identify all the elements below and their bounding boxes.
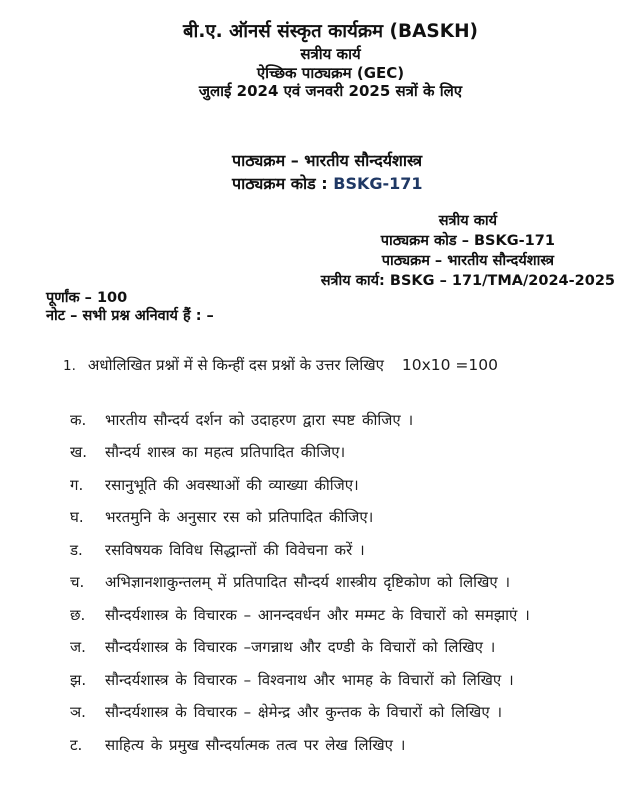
question-items-list — [70, 410, 643, 756]
document-header — [18, 0, 643, 101]
item-marker: झ. — [70, 670, 87, 689]
item-marker: ज. — [70, 638, 86, 656]
marks-note-block — [46, 289, 643, 325]
list-item — [70, 572, 643, 593]
course-code-line — [232, 172, 643, 195]
item-text: सौन्दर्यशास्त्र के विचारक – आनन्दवर्धन और मम्मट के विचारों को समझाएं । — [105, 605, 530, 624]
list-item — [70, 735, 643, 756]
item-marker: क. — [70, 410, 87, 429]
item-text: सौन्दर्य शास्त्र का महत्व प्रतिपादित कीजिए। — [105, 443, 346, 461]
list-item — [70, 605, 643, 626]
course-code-label: पाठ्यक्रम कोड : — [232, 173, 334, 193]
note-line: नोट – सभी प्रश्न अनिवार्य हैं : – — [46, 307, 214, 324]
item-text: भारतीय सौन्दर्य दर्शन को उदाहरण द्वारा स्पष्ट कीजिए । — [105, 410, 414, 429]
item-text: भरतमुनि के अनुसार रस को प्रतिपादित कीजिए। — [105, 508, 374, 526]
assignment-info-block — [321, 211, 615, 291]
item-marker: ग. — [70, 475, 84, 494]
assignment-tma-code: सत्रीय कार्य: BSKG – 171/TMA/2024-2025 — [320, 272, 615, 289]
question-marks: 10x10 =100 — [401, 355, 499, 374]
assignment-course-name: पाठ्यक्रम – भारतीय सौन्दर्यशास्त्र — [381, 252, 554, 269]
item-marker: ञ. — [70, 703, 86, 721]
assignment-info-wrapper — [0, 211, 643, 291]
header-session-work: सत्रीय कार्य — [300, 45, 361, 63]
header-elective-course: ऐच्छिक पाठ्यक्रम (GEC) — [256, 63, 405, 82]
programme-title: बी.ए. ऑनर्स संस्कृत कार्यक्रम (BASKH) — [182, 21, 479, 42]
item-marker: च. — [70, 573, 85, 591]
total-marks-line: पूर्णांक – 100 — [46, 289, 128, 306]
assignment-course-code: पाठ्यक्रम कोड – BSKG-171 — [380, 232, 555, 249]
course-code-value: BSKG-171 — [333, 173, 423, 193]
item-text: रसविषयक विविध सिद्धान्तों की विवेचना करें । — [105, 540, 365, 559]
item-text: अभिज्ञानशाकुन्तलम् में प्रतिपादित सौन्दर्य शास्त्रीय दृष्टिकोण को लिखिए । — [105, 573, 511, 591]
question-1-line — [63, 355, 643, 375]
item-text: साहित्य के प्रमुख सौन्दर्यात्मक तत्व पर लेख लिखिए । — [105, 735, 406, 754]
question-text: अधोलिखित प्रश्नों में से किन्हीं दस प्रश्नों के उत्तर लिखिए — [87, 355, 384, 374]
list-item — [70, 540, 643, 561]
list-item — [70, 702, 643, 723]
course-block — [232, 149, 643, 195]
item-text: सौन्दर्यशास्त्र के विचारक – विश्वनाथ और भामह के विचारों को लिखिए । — [105, 670, 514, 689]
list-item — [70, 507, 643, 528]
list-item — [70, 475, 643, 496]
header-session-dates: जुलाई 2024 एवं जनवरी 2025 सत्रों के लिए — [198, 82, 463, 100]
item-text: सौन्दर्यशास्त्र के विचारक – क्षेमेन्द्र और कुन्तक के विचारों को लिखिए । — [105, 703, 503, 721]
item-marker: ट. — [70, 735, 83, 754]
course-name-line: पाठ्यक्रम – भारतीय सौन्दर्यशास्त्र — [232, 150, 423, 170]
item-text: सौन्दर्यशास्त्र के विचारक –जगन्नाथ और दण्डी के विचारों को लिखिए । — [105, 638, 496, 656]
item-marker: छ. — [70, 605, 86, 624]
list-item — [70, 442, 643, 463]
list-item — [70, 410, 643, 431]
item-marker: ख. — [70, 443, 88, 461]
assignment-session-work: सत्रीय कार्य — [438, 212, 498, 229]
list-item — [70, 637, 643, 658]
list-item — [70, 670, 643, 691]
question-number: 1. — [63, 357, 76, 374]
item-text: रसानुभूति की अवस्थाओं की व्याख्या कीजिए। — [105, 475, 359, 494]
item-marker: ड. — [70, 540, 83, 559]
item-marker: घ. — [70, 508, 84, 526]
